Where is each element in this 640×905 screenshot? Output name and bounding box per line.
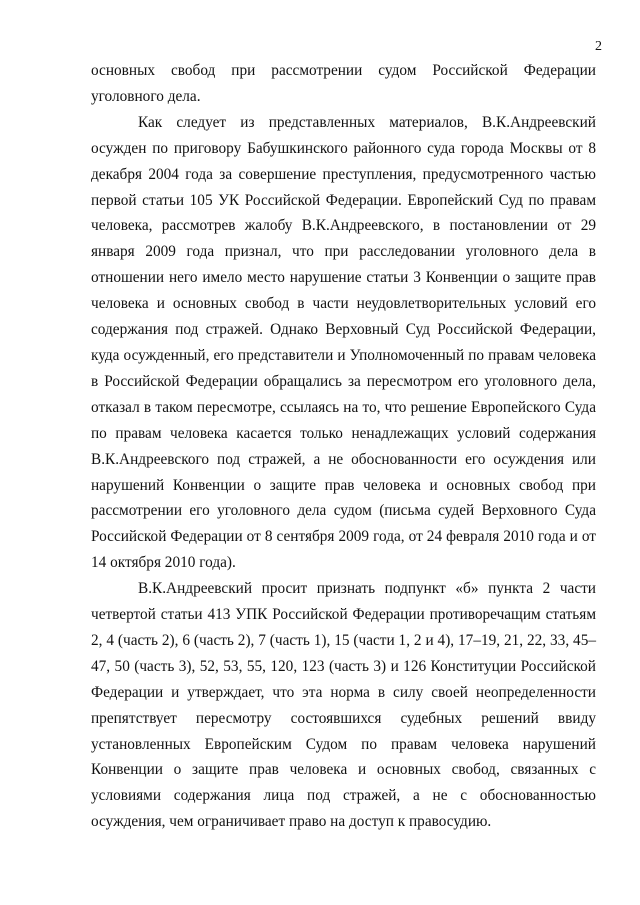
paragraph-continuation: основных свобод при рассмотрении судом Российской Федерации уголовного дела. [91,62,596,105]
page-number: 2 [595,39,602,54]
paragraph-applicant-claim: В.К.Андреевский просит признать подпункт «б» пункта 2 части четвертой статьи 413 УПК Российской Федерации противоречащим статьям 2, 4 (часть 2), 6 (часть 2), 7 (часть 1), 15 (части 1, 2 и 4), 17–19, 21, 22, 33, 45–47, 50 (часть 3), 52, 53, 55, 120, 123 (часть 3) и 126 Конституции Российской Федерации и утверждает, что эта норма в силу своей неопределенности препятствует пересмотру состоявшихся судебных решений ввиду установленных Европейским Судом по правам человека нарушений Конвенции о защите прав человека и основных свобод, связанных с условиями содержания лица под стражей, а не с обоснованностью осуждения, чем ограничивает право на доступ к правосудию. [91,580,596,831]
document-body [91,58,596,835]
paragraph-case-facts: Как следует из представленных материалов, В.К.Андреевский осужден по приговору Бабушкинского районного суда города Москвы от 8 декабря 2004 года за совершение преступления, предусмотренного частью первой статьи 105 УК Российской Федерации. Европейский Суд по правам человека, рассмотрев жалобу В.К.Андреевского, в постановлении от 29 января 2009 года признал, что при расследовании уголовного дела в отношении него имело место нарушение статьи 3 Конвенции о защите прав человека и основных свобод в части неудовлетворительных условий его содержания под стражей. Однако Верховный Суд Российской Федерации, куда осужденный, его представители и Уполномоченный по правам человека в Российской Федерации обращались за пересмотром его уголовного дела, отказал в таком пересмотре, ссылаясь на то, что решение Европейского Суда по правам человека касается только ненадлежащих условий содержания В.К.Андреевского под стражей, а не обоснованности его осуждения или нарушений Конвенции о защите прав человека и основных свобод при рассмотрении его уголовного дела судом (письма судей Верховного Суда Российской Федерации от 8 сентября 2009 года, от 24 февраля 2010 года и от 14 октября 2010 года). [91,113,596,572]
